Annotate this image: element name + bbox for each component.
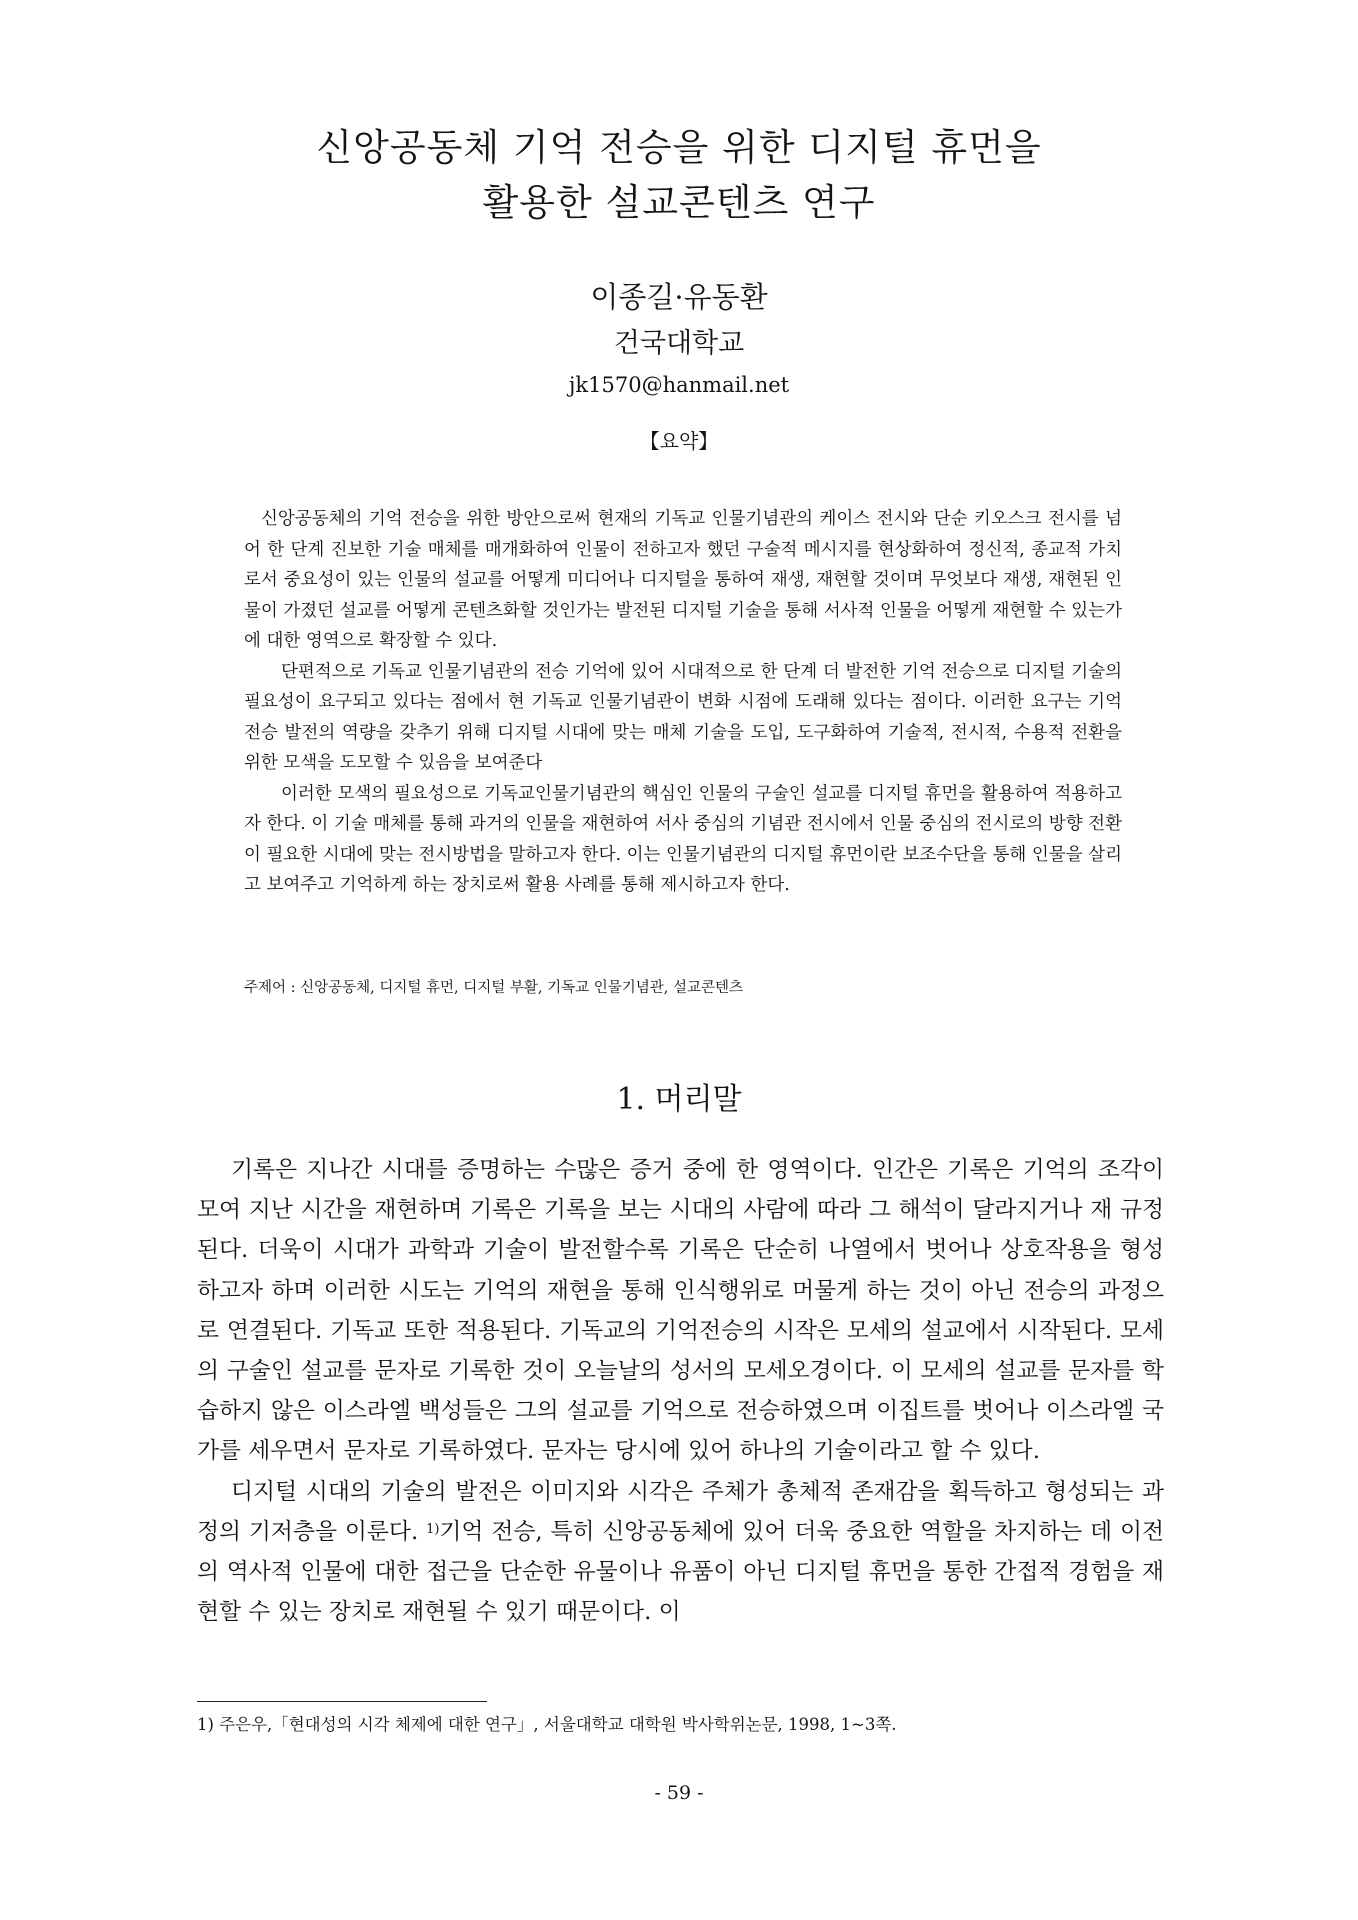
footnote-text: 1) 주은우,「현대성의 시각 체제에 대한 연구」, 서울대학교 대학원 박사학위논문, 1998, 1~3쪽. [197, 1715, 897, 1734]
paper-title-line-2: 활용한 설교콘텐츠 연구 [482, 181, 876, 224]
abstract-heading: 【요약】 [639, 429, 719, 453]
abstract-body [244, 504, 1122, 901]
abstract-paragraph: 이러한 모색의 필요성으로 기독교인물기념관의 핵심인 인물의 구술인 설교를 디지털 휴먼을 활용하여 적용하고자 한다. 이 기술 매체를 통해 과거의 인물을 재현하여 서사 중심의 기념관 전시에서 인물 중심의 전시로의 방향 전환이 필요한 시대에 맞는 전시방법을 말하고자 한다. 이는 인물기념관의 디지털 휴먼이란 보조수단을 통해 인물을 살리고 보여주고 기억하게 하는 장치로써 활용 사례를 통해 제시하고자 한다. [244, 783, 1122, 895]
body-paragraph: 기록은 지나간 시대를 증명하는 수많은 증거 중에 한 영역이다. 인간은 기록은 기억의 조각이 모여 지난 시간을 재현하며 기록은 기록을 보는 시대의 사람에 따라 그 해석이 달라지거나 재 규정된다. 더욱이 시대가 과학과 기술이 발전할수록 기록은 단순히 나열에서 벗어나 상호작용을 형성하고자 하며 이러한 시도는 기억의 재현을 통해 인식행위로 머물게 하는 것이 아닌 전승의 과정으로 연결된다. 기독교 또한 적용된다. 기독교의 기억전승의 시작은 모세의 설교에서 시작된다. 모세의 구술인 설교를 문자로 기록한 것이 오늘날의 성서의 모세오경이다. 이 모세의 설교를 문자를 학습하지 않은 이스라엘 백성들은 그의 설교를 기억으로 전승하였으며 이집트를 벗어나 이스라엘 국가를 세우면서 문자로 기록하였다. 문자는 당시에 있어 하나의 기술이라고 할 수 있다. [197, 1157, 1164, 1465]
page-number: - 59 - [654, 1782, 704, 1804]
body-paragraph [197, 1472, 1164, 1633]
paper-title-line-1: 신앙공동체 기억 전승을 위한 디지털 휴먼을 [316, 126, 1042, 169]
section-heading: 1. 머리말 [616, 1082, 742, 1117]
body-text-segment: 기억 전승, 특히 신앙공동체에 있어 더욱 중요한 역할을 차지하는 데 이전의 역사적 인물에 대한 접근을 단순한 유물이나 유품이 아닌 디지털 휴먼을 통한 간접적 경험을 재현할 수 있는 장치로 재현될 수 있기 때문이다. 이 [197, 1518, 1164, 1626]
abstract-paragraph: 신앙공동체의 기억 전승을 위한 방안으로써 현재의 기독교 인물기념관의 케이스 전시와 단순 키오스크 전시를 넘어 한 단계 진보한 기술 매체를 매개화하여 인물이 전하고자 했던 구술적 메시지를 현상화하여 정신적, 종교적 가치로서 중요성이 있는 인물의 설교를 어떻게 미디어나 디지털을 통하여 재생, 재현할 것이며 무엇보다 재생, 재현된 인물이 가졌던 설교를 어떻게 콘텐츠화할 것인가는 발전된 디지털 기술을 통해 서사적 인물을 어떻게 재현할 수 있는가에 대한 영역으로 확장할 수 있다. [244, 509, 1122, 651]
keywords-line: 주제어 : 신앙공동체, 디지털 휴먼, 디지털 부활, 기독교 인물기념관, 설교콘텐츠 [244, 980, 744, 996]
footnote-reference[interactable]: 1) [426, 1521, 440, 1537]
paper-authors: 이종길·유동환 [590, 280, 768, 314]
abstract-paragraph: 단편적으로 기독교 인물기념관의 전승 기억에 있어 시대적으로 한 단계 더 발전한 기억 전승으로 디지털 기술의 필요성이 요구되고 있다는 점에서 현 기독교 인물기념관이 변화 시점에 도래해 있다는 점이다. 이러한 요구는 기억 전승 발전의 역량을 갖추기 위해 디지털 시대에 맞는 매체 기술을 도입, 도구화하여 기술적, 전시적, 수용적 전환을 위한 모색을 도모할 수 있음을 보여준다 [244, 661, 1122, 773]
author-email: jk1570@hanmail.net [568, 373, 790, 397]
body-text-segment: 디지털 시대의 기술의 발전은 이미지와 시각은 주체가 총체적 존재감을 획득하고 형성되는 과정의 기저층을 이룬다. [197, 1478, 1164, 1545]
paper-affiliation: 건국대학교 [613, 328, 745, 359]
section-body [197, 1150, 1164, 1632]
footnote-divider [197, 1701, 487, 1702]
